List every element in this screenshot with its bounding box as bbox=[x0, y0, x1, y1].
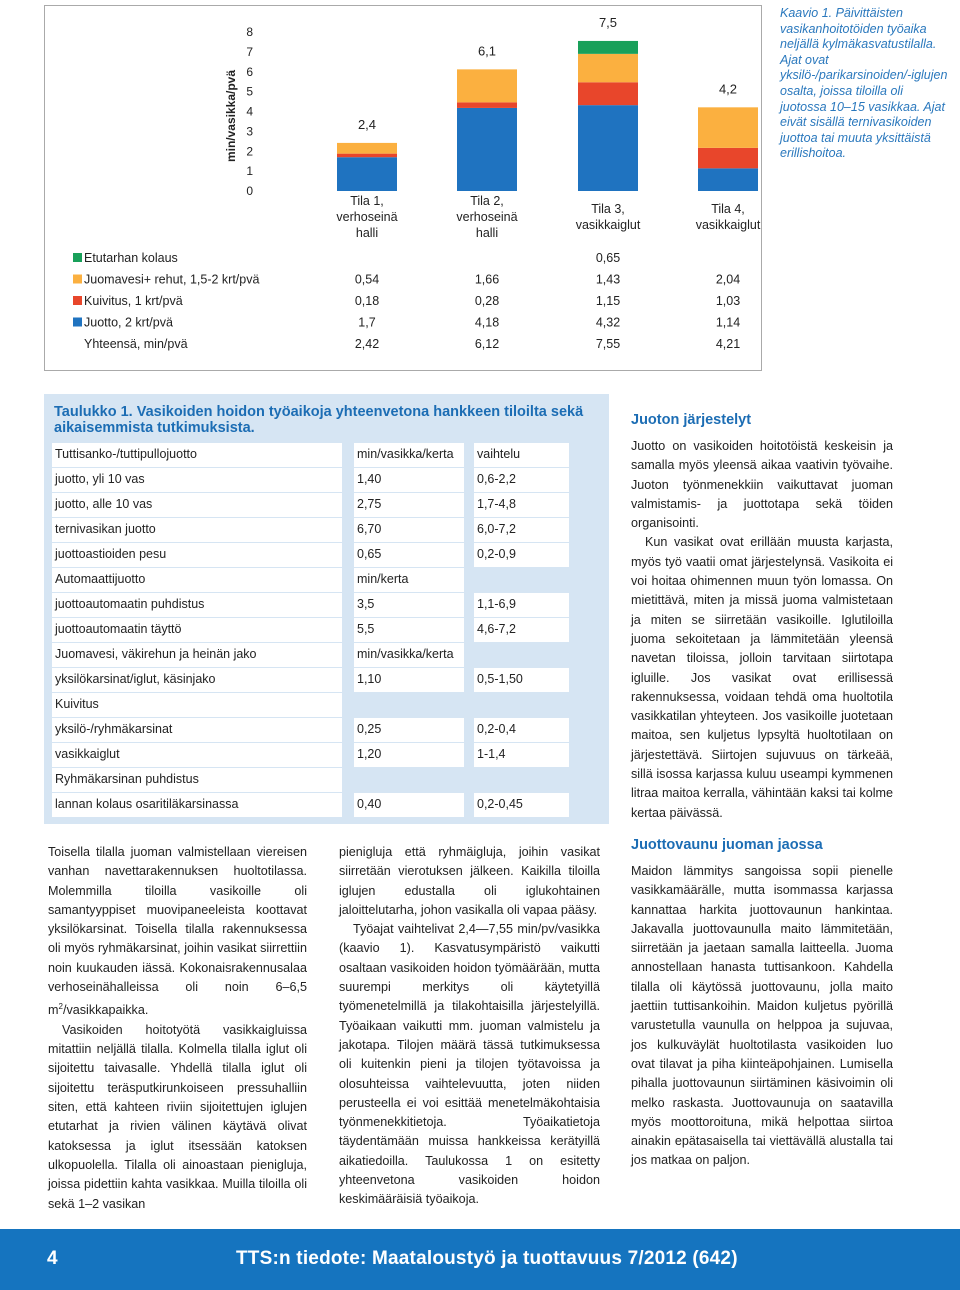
table-cell: 1,20 bbox=[354, 743, 464, 767]
bar-segment bbox=[337, 157, 397, 191]
table-cell: 0,2-0,45 bbox=[474, 793, 569, 817]
bar-total-label: 4,2 bbox=[718, 81, 738, 97]
y-tick-label: 7 bbox=[246, 44, 253, 59]
table-cell: Kuivitus bbox=[52, 693, 342, 717]
bar-total-label: 7,5 bbox=[598, 14, 618, 30]
table-value: 1,15 bbox=[595, 294, 621, 308]
y-tick-label: 5 bbox=[246, 84, 253, 99]
y-tick-label: 4 bbox=[246, 104, 253, 119]
table-cell: juotto, yli 10 vas bbox=[52, 468, 342, 492]
y-tick-label: 1 bbox=[246, 164, 253, 179]
middle-paragraph-2: Työajat vaihtelivat 2,4—7,55 min/pv/vasikka (kaavio 1). Kasvatusympäristö vaikutti osaltaan vasikoiden hoidon työmäärään, mutta suurempi merkitys oli käytetyillä työmenetelmillä ja tilakohtaisilla järjestelyillä. Työaikaan vaikutti mm. juoman valmistelu ja jakotapa. Tilojen määrä tässä tutkimuksessa oli kuitenkin pieni ja tilojen työtavoissa ja olosuhteissa vaihtelevuutta, joten niiden perusteella ei voi esittää menetelmäkohtaisia työnmenekkitietoja. Työaikatietoja täydentämään muissa hankkeissa kerätyillä aikatiedoilla. Taulukossa 1 on esitetty yhteenvetona vasikoiden hoidon keskimääräisiä työaikoja. bbox=[339, 922, 600, 1207]
juoton-paragraph-2: Kun vasikat ovat erillään muusta karjasta, myös työ vaatii omat järjestelynsä. Vasikoita ei voi hoitaa ohimennen muun työn lomassa. On mietittävä, miten ja missä juoma valmistetaan ja miten se siirretään vasikoille. Iglutiloilla juoma sekoitetaan ja lämmitetään yleensä navetan tiloissa, jolloin tarvitaan siirtotapa igluille. Jos vasikat ovat erillisessä rakennuksessa, voidaan tehdä oma huoltotila vasikkatilan yhteyteen. Jos vasikoille juotetaan maitoa, sen kuljetus lypsyltä huoltotilaan on järjestettävä. Siirtojen sujuvuus on tärkeää, sillä isossa karjassa kuluu useampi kymmenen litraa maitoa kerralla, vähintään kaksi tai kolme kertaa päivässä. bbox=[631, 535, 893, 820]
table-value: 0,28 bbox=[474, 294, 500, 308]
table-title: Taulukko 1. Vasikoiden hoidon työaikoja yhteenvetona hankkeen tiloilta sekä aikaisemmista tutkimuksista. bbox=[54, 404, 584, 436]
table-cell: yksilökarsinat/iglut, käsinjako bbox=[52, 668, 342, 692]
category-label: Tila 1, bbox=[350, 194, 384, 208]
table-row bbox=[52, 593, 569, 618]
table-value: 1,03 bbox=[715, 294, 741, 308]
middle-column-text bbox=[339, 843, 600, 1210]
table-cell: ternivasikan juotto bbox=[52, 518, 342, 542]
footer-title: TTS:n tiedote: Maataloustyö ja tuottavuus 7/2012 (642) bbox=[236, 1248, 738, 1269]
table-value: 4,18 bbox=[474, 315, 500, 330]
y-axis-label: min/vasikka/pvä bbox=[224, 69, 238, 163]
y-tick-label: 8 bbox=[246, 25, 253, 39]
table-row bbox=[52, 643, 569, 668]
bar-segment bbox=[337, 143, 397, 154]
table-row bbox=[52, 493, 569, 518]
category-label: verhoseinä bbox=[336, 210, 398, 224]
bar-segment bbox=[457, 102, 517, 108]
left-paragraph-1: Toisella tilalla juoman valmistellaan viereisen vanhan navettarakennuksen huoltotilassa. Molemmilla tiloilla vasikoille oli samantyyppiset muovipaneeleista koottavat yksilökarsinat. Toisella tilalla rakennuksessa oli myös ryhmäkarsinat, joihin vasikat siirrettiin noin kuukauden iässä. Kokonaisrakennusalaa verhoseinähalleissa oli noin 6–6,5 $m^2$/vasikkapaikka. bbox=[48, 845, 307, 1018]
y-tick-label: 3 bbox=[246, 124, 253, 139]
bar-segment bbox=[578, 54, 638, 82]
total-row-value: 7,55 bbox=[595, 337, 621, 351]
table-value: 4,32 bbox=[595, 315, 621, 330]
bar-segment bbox=[578, 82, 638, 105]
table-cell: lannan kolaus osaritiläkarsinassa bbox=[52, 793, 342, 817]
legend-swatch bbox=[73, 275, 82, 284]
chart-frame bbox=[44, 5, 762, 371]
juoton-text bbox=[631, 437, 893, 823]
table-cell bbox=[474, 643, 569, 667]
legend-swatch bbox=[73, 253, 82, 262]
table-row bbox=[52, 718, 569, 743]
table-cell: 3,5 bbox=[354, 593, 464, 617]
table-cell: 6,0-7,2 bbox=[474, 518, 569, 542]
table-cell: 1-1,4 bbox=[474, 743, 569, 767]
table-cell: 1,7-4,8 bbox=[474, 493, 569, 517]
left-paragraph-2: Vasikoiden hoitotyötä vasikkaigluissa mitattiin neljällä tilalla. Kolmella tilalla iglut oli sijoitettu taivasalle. Yhdellä tilalla iglut oli sijoitettu teräsputkirunkoiseen pressuhalliin siten, että kahteen riviin sijoitettujen iglujen etutarhat ja rivien välinen käytävä olivat katoksessa ja iglut itsessään katoksen ulkopuolella. Tilalla oli ainoastaan pienigluja, joissa pidettiin kahta vasikkaa. Muilla tiloilla oli sekä 1–2 vasikan bbox=[48, 1022, 307, 1211]
left-column-text bbox=[48, 843, 307, 1214]
table-cell: Ryhmäkarsinan puhdistus bbox=[52, 768, 342, 792]
table-row bbox=[52, 443, 569, 468]
legend-swatch bbox=[73, 318, 82, 327]
table-cell: min/vasikka/kerta bbox=[354, 443, 464, 467]
table-cell: 0,65 bbox=[354, 543, 464, 567]
table-cell: 5,5 bbox=[354, 618, 464, 642]
table-row bbox=[52, 568, 569, 593]
bar-segment bbox=[578, 41, 638, 54]
legend-swatch bbox=[73, 296, 82, 305]
legend-label: Juomavesi+ rehut, 1,5-2 krt/pvä bbox=[84, 272, 260, 287]
table-row bbox=[52, 668, 569, 693]
bar-segment bbox=[457, 108, 517, 191]
table-row bbox=[52, 468, 569, 493]
page-number: 4 bbox=[47, 1248, 58, 1269]
category-label: halli bbox=[355, 226, 379, 240]
table-row bbox=[52, 693, 569, 718]
table-cell: min/kerta bbox=[354, 568, 464, 592]
table-value: 1,43 bbox=[595, 272, 621, 287]
table-cell: 0,25 bbox=[354, 718, 464, 742]
bar-total-label: 6,1 bbox=[477, 43, 497, 59]
bar-segment bbox=[457, 69, 517, 102]
table-cell: juottoautomaatin täyttö bbox=[52, 618, 342, 642]
table-cell: 0,2-0,9 bbox=[474, 543, 569, 567]
bar-segment bbox=[337, 154, 397, 158]
table-panel bbox=[44, 394, 609, 824]
table-value: 0,18 bbox=[354, 294, 380, 308]
table-cell: 0,5-1,50 bbox=[474, 668, 569, 692]
bar-segment bbox=[698, 148, 758, 168]
chart-caption: Kaavio 1. Päivittäisten vasikanhoitotöiden työaika neljällä kylmäkasvatustilalla. Ajat ovat yksilö-/parikarsinoiden/-iglujen osalta, joissa tiloilla oli juotossa 10–15 vasikkaa. Ajat eivät sisällä ternivasikoiden juottoa tai muuta yksittäistä erillishoitoa. bbox=[780, 6, 948, 161]
legend-label: Etutarhan kolaus bbox=[84, 251, 178, 265]
y-tick-label: 2 bbox=[246, 144, 253, 159]
page-footer bbox=[0, 1229, 960, 1290]
table-cell: vasikkaiglut bbox=[52, 743, 342, 767]
table-cell: 0,2-0,4 bbox=[474, 718, 569, 742]
table-cell: Tuttisanko-/tuttipullojuotto bbox=[52, 443, 342, 467]
table-row bbox=[52, 768, 569, 793]
table-value: 1,66 bbox=[474, 272, 500, 287]
table-value: 0,65 bbox=[595, 251, 621, 265]
juoton-paragraph-1: Juotto on vasikoiden hoitotöistä keskeisin ja samalla myös yleensä aikaa vaativin työvaihe. Juoton työnmenekkiin vaikuttavat juoman valmistamis- ja juottotapa sekä töiden organisointi. bbox=[631, 439, 893, 531]
table-cell: juottoastioiden pesu bbox=[52, 543, 342, 567]
table-cell: yksilö-/ryhmäkarsinat bbox=[52, 718, 342, 742]
legend-label: Juotto, 2 krt/pvä bbox=[84, 315, 173, 330]
bar-segment bbox=[698, 107, 758, 148]
table-cell: Automaattijuotto bbox=[52, 568, 342, 592]
table-row bbox=[52, 618, 569, 643]
stacked-bar-chart bbox=[45, 6, 763, 372]
table-cell: 4,6-7,2 bbox=[474, 618, 569, 642]
table-cell: juottoautomaatin puhdistus bbox=[52, 593, 342, 617]
heading-juoton-jarjestelyt: Juoton järjestelyt bbox=[631, 412, 752, 428]
category-label: verhoseinä bbox=[456, 210, 518, 224]
juottovaunu-text bbox=[631, 862, 893, 1171]
total-row-value: 2,42 bbox=[354, 337, 380, 351]
table-cell: 0,6-2,2 bbox=[474, 468, 569, 492]
total-row-label: Yhteensä, min/pvä bbox=[84, 337, 188, 351]
table-cell: min/vasikka/kerta bbox=[354, 643, 464, 667]
juottovaunu-paragraph: Maidon lämmitys sangoissa sopii pienelle vasikkamäärälle, mutta isommassa karjassa kannattaa harkita juottovaunun hankintaa. Jakavalla juottovaunulla maito lämmitetään, siirretään ja jaetaan samalla laitteella. Juoma annostellaan hanasta tuttisankoon. Kahdella tilalla oli käytössä juottovaunu, jolla maito jaettiin tuttisankoihin. Maidon kuljetus pyörillä varustetulla vaunulla on helppoa ja sujuvaa, jos kulkuväylät huoltotilasta vasikoiden luo ovat tilavat ja piha kiinteäpohjainen. Lumisella pihalla juottovaunun siirtäminen käsivoimin oli melko raskasta. Juottovaunuja on saatavilla myös moottoroituna, mikä helpottaa siirtoa ainakin epätasaisella tai viettävällä alustalla tai jos matkaa on paljon. bbox=[631, 864, 893, 1168]
category-label: vasikkaiglut bbox=[575, 218, 641, 232]
table-cell: 1,10 bbox=[354, 668, 464, 692]
table-cell: Juomavesi, väkirehun ja heinän jako bbox=[52, 643, 342, 667]
total-row-value: 4,21 bbox=[715, 337, 741, 351]
table-row bbox=[52, 543, 569, 568]
category-label: Tila 4, bbox=[711, 202, 745, 216]
y-tick-label: 6 bbox=[246, 64, 253, 79]
y-tick-label: 0 bbox=[246, 184, 253, 198]
table-cell: 2,75 bbox=[354, 493, 464, 517]
table-cell: 1,40 bbox=[354, 468, 464, 492]
bar-total-label: 2,4 bbox=[357, 116, 377, 132]
table-cell: juotto, alle 10 vas bbox=[52, 493, 342, 517]
table-cell: 0,40 bbox=[354, 793, 464, 817]
category-label: Tila 3, bbox=[591, 202, 625, 216]
table-row bbox=[52, 793, 569, 818]
table-cell bbox=[474, 568, 569, 592]
table-row bbox=[52, 518, 569, 543]
table-value: 1,7 bbox=[358, 315, 376, 330]
category-label: vasikkaiglut bbox=[695, 218, 761, 232]
category-label: halli bbox=[475, 226, 499, 240]
bar-segment bbox=[578, 105, 638, 191]
heading-juottovaunu: Juottovaunu juoman jaossa bbox=[631, 837, 823, 853]
table-cell: 1,1-6,9 bbox=[474, 593, 569, 617]
table-row bbox=[52, 743, 569, 768]
table-cell: vaihtelu bbox=[474, 443, 569, 467]
middle-paragraph-1: pienigluja että ryhmäigluja, joihin vasikat siirretään vierotuksen jälkeen. Kaikilla tiloilla iglujen edustalla oli iglukohtainen jaloittelutarha, johon vasikalla oli vapaa pääsy. bbox=[339, 845, 600, 917]
table-value: 0,54 bbox=[354, 272, 380, 287]
table-cell: 6,70 bbox=[354, 518, 464, 542]
table-value: 2,04 bbox=[715, 272, 741, 287]
legend-label: Kuivitus, 1 krt/pvä bbox=[84, 294, 183, 308]
category-label: Tila 2, bbox=[470, 194, 504, 208]
bar-segment bbox=[698, 168, 758, 191]
table-value: 1,14 bbox=[715, 315, 741, 330]
total-row-value: 6,12 bbox=[474, 337, 500, 351]
